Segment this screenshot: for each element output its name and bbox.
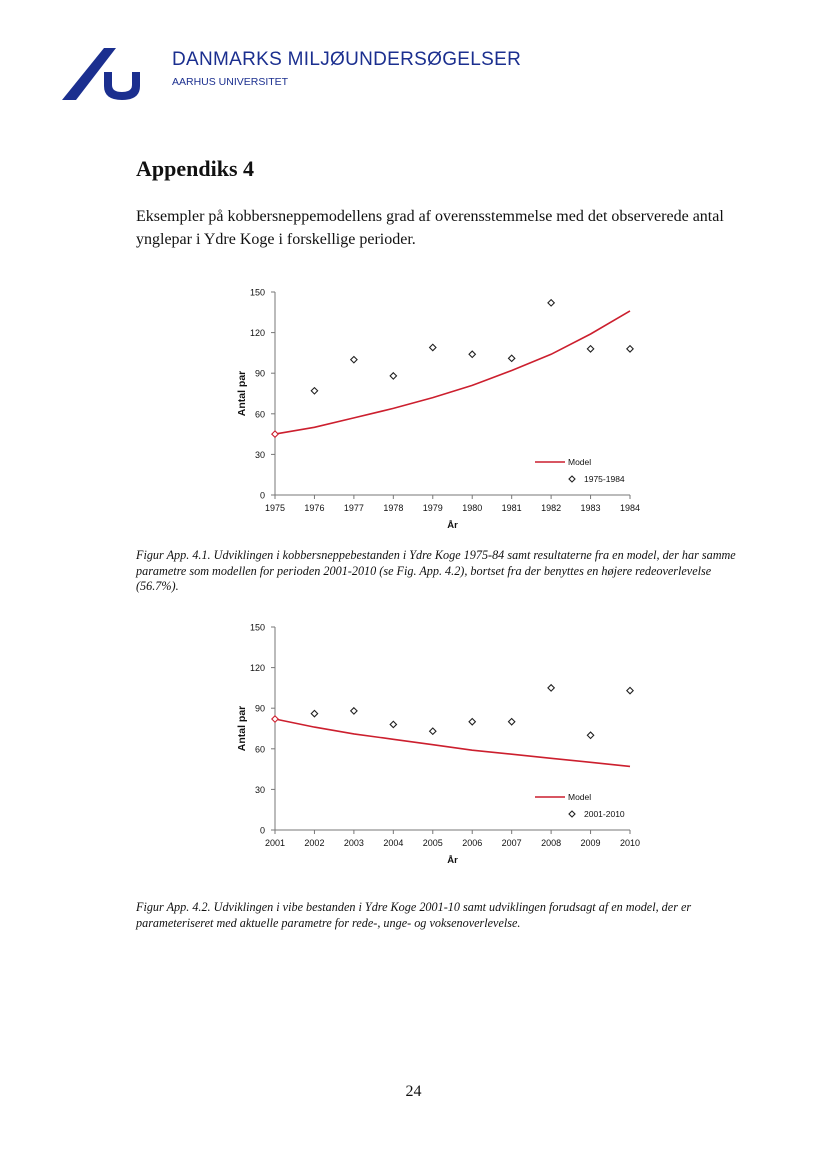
page-title: Appendiks 4 bbox=[136, 156, 255, 181]
observed-point-marker bbox=[587, 346, 593, 352]
observed-point-marker bbox=[508, 719, 514, 725]
observed-point-marker bbox=[469, 719, 475, 725]
y-tick-label: 60 bbox=[254, 744, 265, 755]
y-tick-label: 60 bbox=[254, 409, 265, 420]
y-tick-label: 30 bbox=[254, 449, 265, 460]
x-tick-label: 2009 bbox=[580, 838, 601, 848]
x-axis-label: År bbox=[447, 520, 458, 531]
page-number: 24 bbox=[405, 1083, 422, 1100]
observed-point-marker bbox=[272, 431, 278, 437]
legend-model-label: Model bbox=[568, 792, 592, 802]
x-tick-label: 2001 bbox=[264, 838, 286, 848]
x-tick-label: 1981 bbox=[501, 503, 522, 513]
x-tick-label: 1976 bbox=[304, 503, 325, 513]
y-tick-label: 120 bbox=[249, 328, 265, 339]
x-tick-label: 2006 bbox=[462, 838, 483, 848]
y-tick-label: 0 bbox=[259, 490, 265, 501]
y-axis-label: Antal par bbox=[236, 370, 248, 417]
observed-point-marker bbox=[351, 708, 357, 714]
legend-observed-marker bbox=[569, 476, 575, 482]
organization-name: DANMARKS MILJØUNDERSØGELSER bbox=[172, 49, 522, 70]
observed-point-marker bbox=[508, 355, 514, 361]
model-series-line bbox=[275, 719, 630, 766]
legend-observed-label: 2001-2010 bbox=[584, 809, 625, 819]
university-logo-icon bbox=[60, 46, 155, 102]
x-tick-label: 2005 bbox=[422, 838, 443, 848]
chart-1975-1984 bbox=[225, 282, 650, 532]
x-tick-label: 1982 bbox=[541, 503, 562, 513]
observed-point-marker bbox=[351, 356, 357, 362]
y-axis-label: Antal par bbox=[236, 705, 248, 752]
intro-paragraph: Eksempler på kobbersneppemodellens grad af overensstemmelse med det observerede antal ynglepar i Ydre Koge i forskellige perioder. bbox=[136, 208, 724, 248]
model-series-line bbox=[275, 311, 630, 434]
y-tick-label: 0 bbox=[259, 825, 265, 836]
x-tick-label: 1979 bbox=[422, 503, 443, 513]
x-tick-label: 1983 bbox=[580, 503, 601, 513]
organization-subtitle: AARHUS UNIVERSITET bbox=[172, 76, 289, 88]
observed-point-marker bbox=[469, 351, 475, 357]
x-tick-label: 1975 bbox=[264, 503, 286, 513]
observed-point-marker bbox=[311, 710, 317, 716]
x-tick-label: 2003 bbox=[343, 838, 364, 848]
y-tick-label: 30 bbox=[254, 784, 265, 795]
x-tick-label: 2007 bbox=[501, 838, 522, 848]
observed-point-marker bbox=[311, 388, 317, 394]
x-tick-label: 2008 bbox=[541, 838, 562, 848]
x-tick-label: 2002 bbox=[304, 838, 325, 848]
observed-point-marker bbox=[627, 687, 633, 693]
chart-2001-2010 bbox=[225, 617, 650, 867]
legend-observed-label: 1975-1984 bbox=[584, 474, 625, 484]
y-tick-label: 150 bbox=[249, 287, 265, 298]
x-axis-label: År bbox=[447, 855, 458, 866]
x-tick-label: 2004 bbox=[383, 838, 404, 848]
x-tick-label: 1977 bbox=[343, 503, 364, 513]
observed-point-marker bbox=[390, 721, 396, 727]
x-tick-label: 2010 bbox=[619, 838, 641, 848]
x-tick-label: 1978 bbox=[383, 503, 404, 513]
observed-point-marker bbox=[548, 300, 554, 306]
figure-caption-2: Figur App. 4.2. Udviklingen i vibe bestanden i Ydre Koge 2001-10 samt udviklingen forudsagt af en model, der er parameteriseret med aktuelle parametre for rede-, unge- og voksenoverlevelse. bbox=[136, 900, 692, 930]
x-tick-label: 1984 bbox=[619, 503, 641, 513]
observed-point-marker bbox=[272, 716, 278, 722]
observed-point-marker bbox=[430, 344, 436, 350]
y-tick-label: 90 bbox=[254, 368, 265, 379]
observed-point-marker bbox=[390, 373, 396, 379]
legend-observed-marker bbox=[569, 811, 575, 817]
y-tick-label: 150 bbox=[249, 622, 265, 633]
observed-point-marker bbox=[627, 346, 633, 352]
y-tick-label: 90 bbox=[254, 703, 265, 714]
legend-model-label: Model bbox=[568, 457, 592, 467]
observed-point-marker bbox=[548, 685, 554, 691]
observed-point-marker bbox=[430, 728, 436, 734]
observed-point-marker bbox=[587, 732, 593, 738]
x-tick-label: 1980 bbox=[462, 503, 483, 513]
y-tick-label: 120 bbox=[249, 663, 265, 674]
figure-caption-1: Figur App. 4.1. Udviklingen i kobbersneppebestanden i Ydre Koge 1975-84 samt resultaterne fra en model, der har samme parametre som modellen for perioden 2001-2010 (se Fig. App. 4.2), bortset fra der benyttes en højere redeoverlevelse (56.7%). bbox=[136, 548, 736, 593]
